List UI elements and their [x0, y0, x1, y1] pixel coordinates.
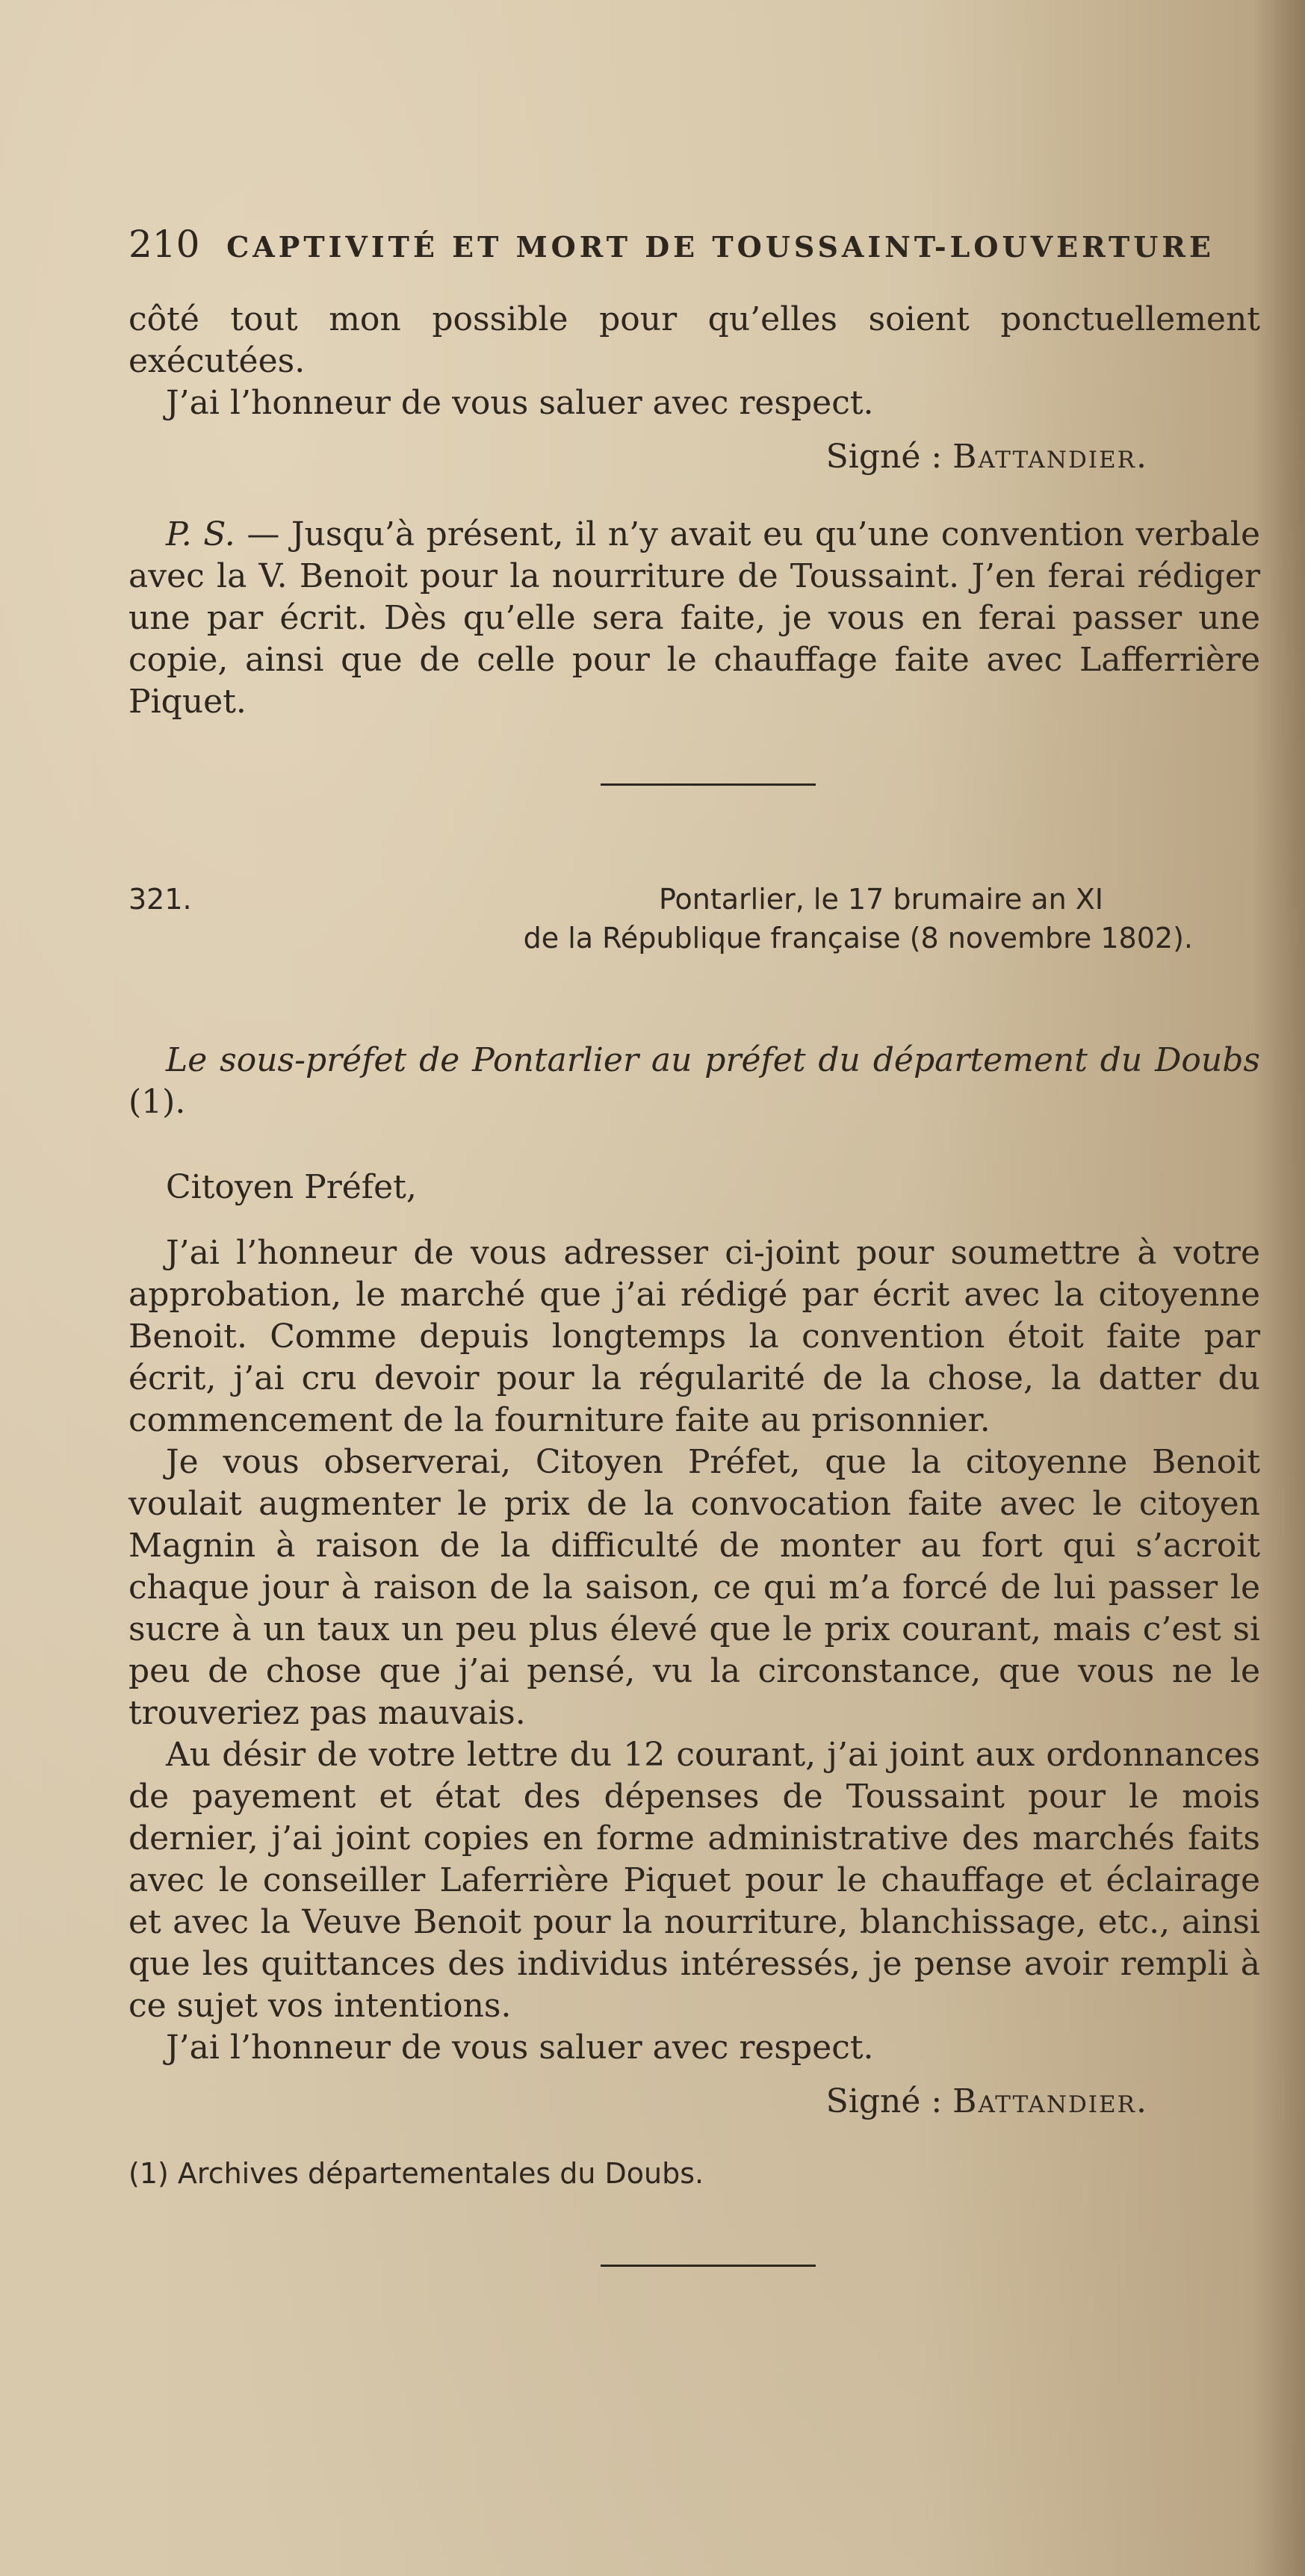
signature-name: Battandier. — [952, 438, 1148, 476]
postscript — [128, 514, 1260, 723]
document-heading — [128, 1040, 1260, 1123]
document-signature-prefix: Signé : — [825, 2082, 953, 2120]
signature-prefix: Signé : — [825, 438, 953, 476]
paragraph-3: Au désir de votre lettre du 12 courant, j’ai joint aux ordonnances de payement et état des dépenses de Toussaint pour le mois dernier, j’ai joint copies en forme administrative des marchés faits avec le conseiller Laferrière Piquet pour le chauffage et éclairage et avec la Veuve Benoit pour la nourriture, blanchissage, etc., ainsi que les quittances des individus intéressés, je pense avoir rempli à ce sujet vos intentions. — [128, 1736, 1260, 2025]
date-line-1: Pontarlier, le 17 brumaire an XI — [658, 883, 1103, 916]
document-body — [128, 1040, 1260, 2194]
paragraph-1: J’ai l’honneur de vous adresser ci-joint pour soumettre à votre approbation, le marché que j’ai rédigé par écrit avec la citoyenne Benoit. Comme depuis longtemps la convention étoit faite par écrit, j’ai cru devoir pour la régularité de la chose, la datter du commencement de la fourniture faite au prisonnier. — [128, 1234, 1260, 1439]
document-signature — [128, 2081, 1260, 2123]
bottom-divider — [601, 2265, 816, 2267]
running-title: CAPTIVITÉ ET MORT DE TOUSSAINT-LOUVERTURE — [226, 230, 1215, 264]
section-divider — [601, 783, 816, 786]
signature-line — [128, 436, 1260, 478]
footnote: (1) Archives départementales du Doubs. — [128, 2157, 704, 2190]
previous-letter-end — [128, 299, 1260, 723]
heading-note: (1). — [128, 1083, 186, 1121]
page-number: 210 — [128, 223, 200, 266]
document-number: 321. — [128, 883, 192, 916]
paragraph-2: Je vous observerai, Citoyen Préfet, que la citoyenne Benoit voulait augmenter le prix de la convocation faite avec le citoyen Magnin à raison de la difficulté de monter au fort qui s’acroit chaque jour à raison de la saison, ce qui m’a forcé de lui passer le sucre à un taux un peu plus élevé que le prix courant, mais c’est si peu de chose que j’ai pensé, vu la circonstance, que vous ne le trouveriez pas mauvais. — [128, 1443, 1260, 1732]
paragraph-4: J’ai l’honneur de vous saluer avec respect. — [166, 2029, 874, 2067]
postscript-text: — Jusqu’à présent, il n’y avait eu qu’une convention verbale avec la V. Benoit pour la nourriture de Toussaint. J’en ferai rédiger une par écrit. Dès qu’elle sera faite, je vous en ferai passer une copie, ainsi que de celle pour le chauffage faite avec Lafferrière Piquet. — [128, 515, 1260, 721]
closing-formula: J’ai l’honneur de vous saluer avec respect. — [166, 384, 874, 422]
heading-text: Le sous-préfet de Pontarlier au préfet du département du Doubs — [166, 1041, 1260, 1079]
date-line-2: de la République française (8 novembre 1802). — [523, 922, 1193, 955]
salutation: Citoyen Préfet, — [166, 1168, 417, 1206]
continuation-text: côté tout mon possible pour qu’elles soient ponctuellement exécutées. — [128, 300, 1260, 380]
document-signature-name: Battandier. — [952, 2082, 1148, 2120]
running-header — [128, 223, 1215, 266]
postscript-label: P. S. — [166, 515, 235, 553]
